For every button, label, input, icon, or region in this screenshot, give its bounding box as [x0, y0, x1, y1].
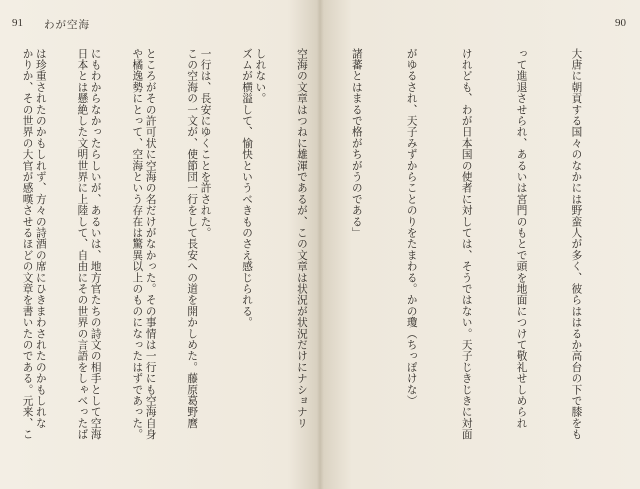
text-line: この空海の一文が、使節団一行をして長安への道を開かしめた。藤原葛野麿	[186, 48, 199, 429]
text-line: 空海の文章はつねに雄渾であるが、この文章は状況が状況だけにナショナリ	[295, 48, 308, 429]
text-line: や橘逸勢にとって、空海という存在は驚異以上のものになったはずであった。	[131, 48, 144, 440]
text-line: 諸蕃とはまるで格がちがうのである」	[350, 48, 363, 239]
text-line: ところがその許可状に空海の名だけがなかった。その事情は一行にも空海自身	[144, 48, 157, 440]
text-line: 大唐に朝貢する国々のなかには野蛮人が多く、彼らははるか高台の下で膝をも	[570, 48, 583, 440]
text-line: ズムが横溢して、愉快というべきものさえ感じられる。	[241, 48, 254, 328]
text-line: にもわからなかったらしいが、あるいは、地方官たちの詩文の相手として空海	[89, 48, 102, 440]
text-line: しれない。	[254, 48, 267, 104]
text-line: って進退させられ、あるいは宮門のもとで頭を地面につけて敬礼せしめられ	[515, 48, 528, 429]
text-line: は珍重されたのかもしれず、方々の詩酒の席にひきまわされたのかもしれな	[34, 48, 47, 429]
page-number: 90	[615, 17, 626, 29]
text-line: かりか、その世界の大官が感嘆させるほどの文章を書いたのである。元来、こ	[21, 48, 34, 440]
page-number: 91	[12, 17, 23, 29]
text-line: がゆるされ、天子みずからことのりをたまわる。かの瓊（ちっぽけな）	[405, 48, 418, 407]
text-line: 日本とは懸絶した文明世界に上陸して、自由にその世界の言語をしゃべったば	[76, 48, 89, 440]
text-line: 一行は、長安にゆくことを許された。	[199, 48, 212, 239]
text-line: けれども、わが日本国の使者に対しては、そうではない。天子じきじきに対面	[460, 48, 473, 440]
running-head: わが空海	[44, 20, 90, 31]
